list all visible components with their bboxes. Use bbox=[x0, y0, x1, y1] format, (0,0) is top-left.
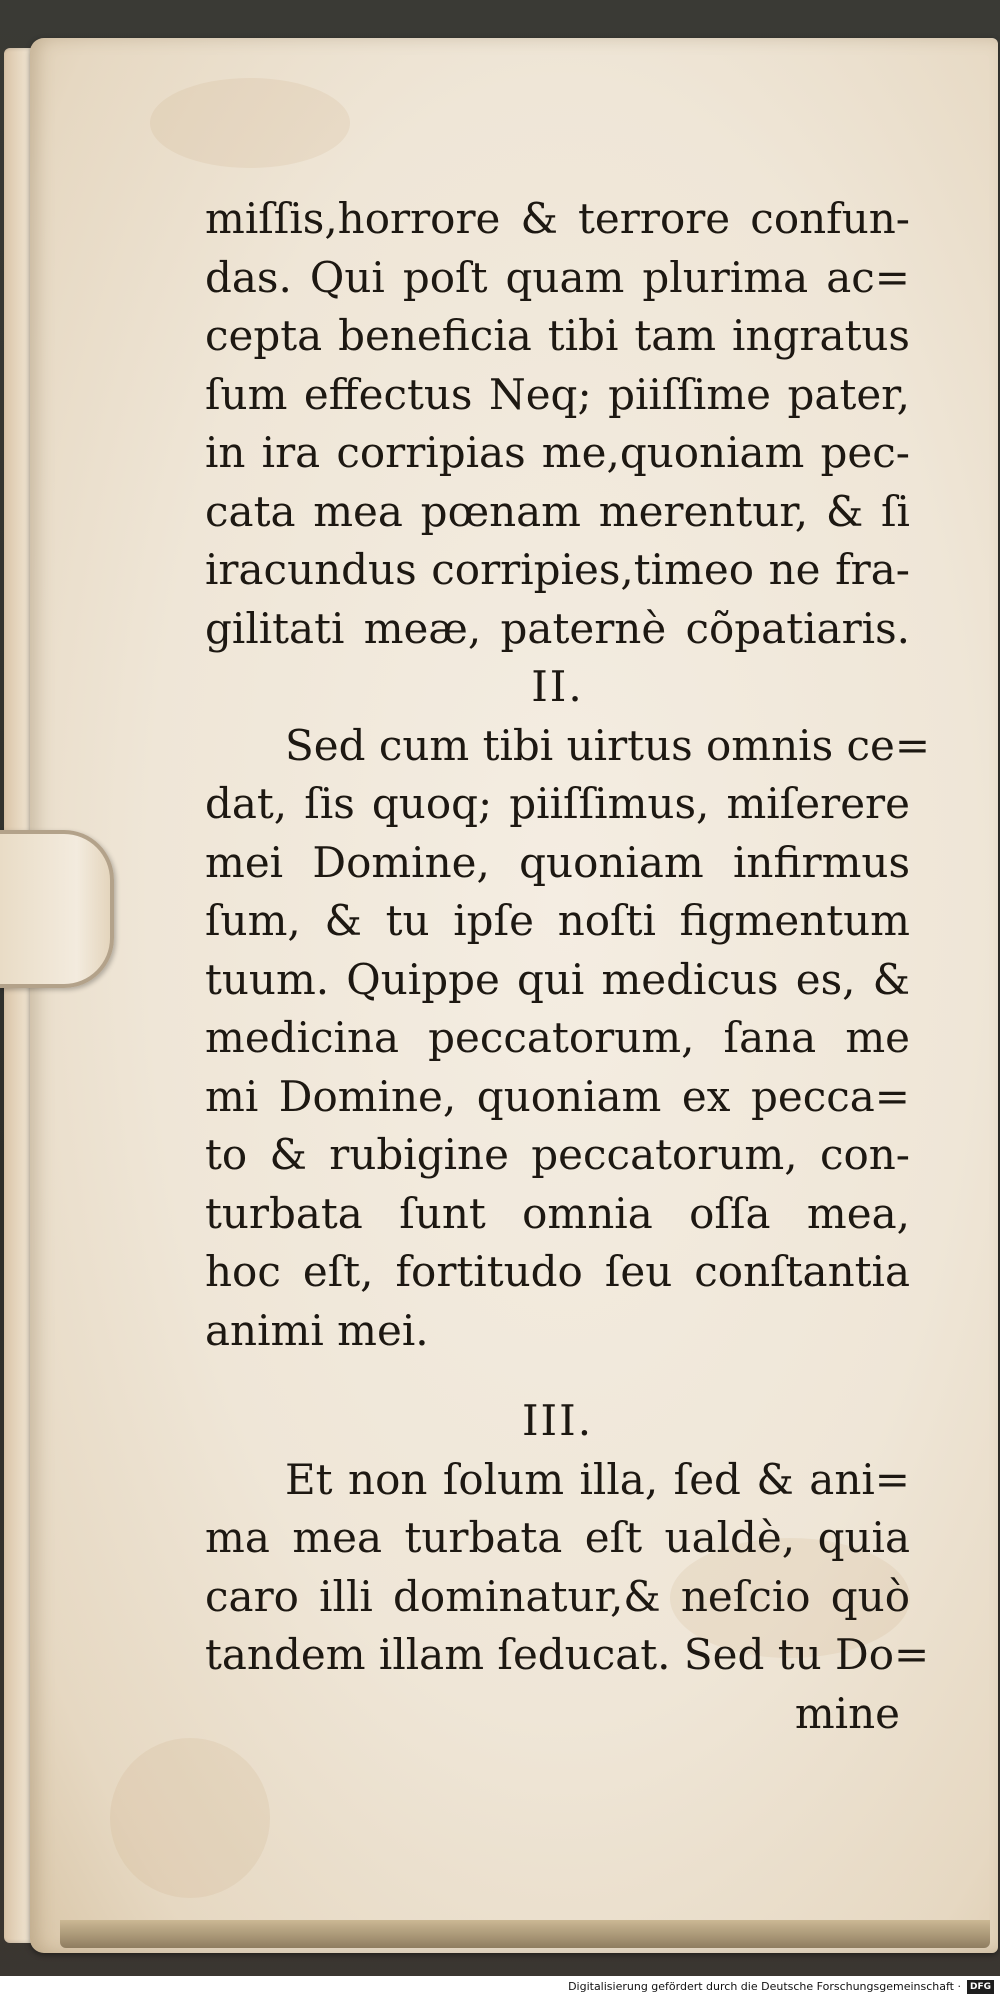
text-line: mei Domine, quoniam infirmus bbox=[205, 837, 910, 887]
text-line: miſſis,horrore & terrore confun- bbox=[205, 194, 910, 243]
text-line: to & rubigine peccatorum, con- bbox=[205, 1130, 910, 1179]
paragraph-2 bbox=[205, 717, 931, 1361]
text-line: animi mei. bbox=[205, 1305, 429, 1355]
text-line: Sed cum tibi uirtus omnis ce= bbox=[285, 720, 931, 770]
text-line: ma mea turbata eſt ualdè, quia bbox=[205, 1513, 910, 1562]
text-line: tandem illam ſeducat. Sed tu Do= bbox=[205, 1630, 930, 1679]
page-text bbox=[205, 190, 931, 1743]
paper-stain bbox=[110, 1738, 270, 1898]
page-clip-tab bbox=[0, 830, 114, 988]
digitization-credit bbox=[0, 1976, 1000, 1997]
catchword: mine bbox=[794, 1688, 900, 1738]
text-line: dat, ſis quoq; piiſſimus, miſerere bbox=[205, 779, 910, 828]
text-line: Et non ſolum illa, ſed & ani= bbox=[285, 1454, 910, 1504]
text-line: ſum effectus Neq; piiſſime pater, bbox=[205, 369, 910, 419]
section-heading-3: III. bbox=[521, 1396, 594, 1445]
text-line: gilitati meæ, paternè cõpatiaris. bbox=[205, 603, 910, 653]
text-line: turbata ſunt omnia oſſa mea, bbox=[205, 1188, 910, 1238]
section-heading-2: II. bbox=[531, 662, 584, 711]
text-line: medicina peccatorum, ſana me bbox=[205, 1013, 910, 1062]
text-line: in ira corripias me,quoniam pec- bbox=[205, 428, 910, 477]
text-line: iracundus corripies,timeo ne fra- bbox=[205, 545, 910, 594]
text-line: cata mea pœnam merentur, & ſi bbox=[205, 486, 910, 536]
text-line: hoc eſt, fortitudo ſeu conſtantia bbox=[205, 1247, 910, 1296]
text-line: cepta beneficia tibi tam ingratus bbox=[205, 311, 910, 360]
paragraph-1 bbox=[205, 190, 910, 658]
paper-stain bbox=[150, 78, 350, 168]
dfg-logo: DFG bbox=[967, 1980, 994, 1994]
text-line: tuum. Quippe qui medicus es, & bbox=[205, 954, 910, 1004]
paragraph-3 bbox=[205, 1451, 930, 1685]
page-bottom-edge bbox=[60, 1920, 990, 1948]
text-line: caro illi dominatur,& neſcio quò bbox=[205, 1571, 910, 1621]
text-line: das. Qui poſt quam plurima ac= bbox=[205, 252, 910, 302]
credit-text: Digitalisierung gefördert durch die Deutsche Forschungsgemeinschaft · bbox=[568, 1980, 961, 1993]
text-line: ſum, & tu ipſe noſti figmentum bbox=[205, 896, 910, 945]
text-line: mi Domine, quoniam ex pecca= bbox=[205, 1071, 910, 1121]
